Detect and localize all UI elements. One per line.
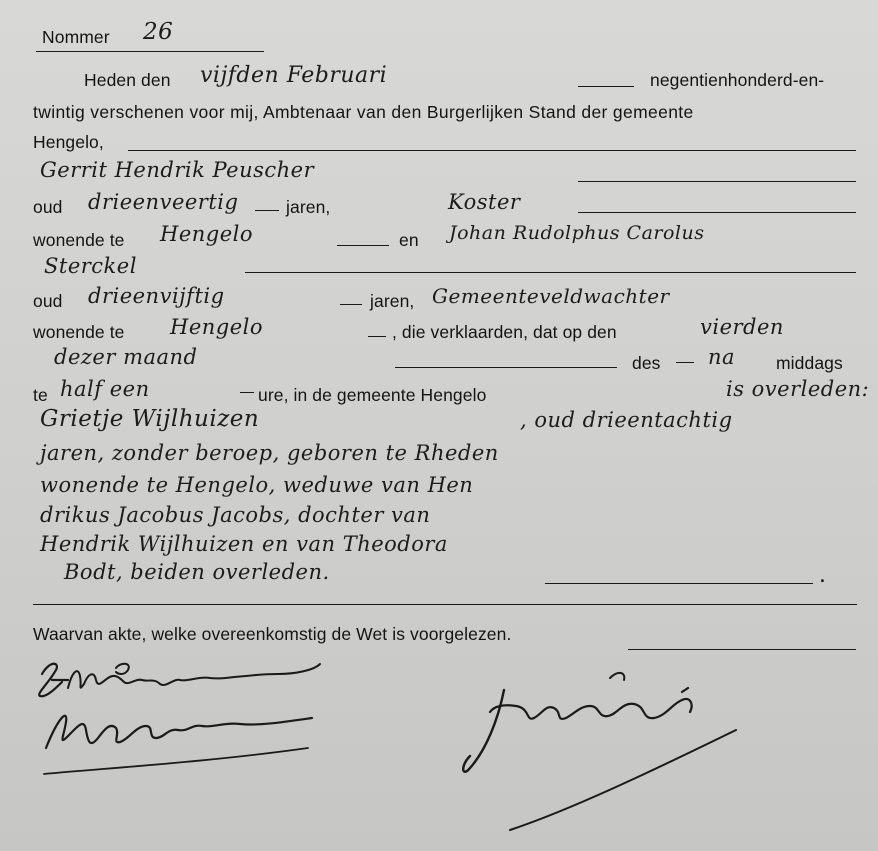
rule (340, 304, 362, 305)
closing-text: Waarvan akte, welke overeenkomstig de Wet is voorgelezen. (33, 624, 512, 644)
rule (676, 362, 694, 363)
death-time: half een (60, 377, 150, 401)
wonende-te-text-2: wonende te (33, 322, 125, 342)
die-verklaarden-text: , die verklaarden, dat op den (392, 322, 617, 342)
rule (245, 272, 856, 273)
te-text: te (33, 385, 48, 405)
declarant1-occupation: Koster (448, 190, 521, 214)
nommer-label: Nommer (42, 27, 110, 47)
rule (395, 367, 617, 368)
declarant2-residence: Hengelo (170, 315, 263, 339)
date-day-month: vijfden Februari (200, 63, 388, 88)
middags-text: middags (776, 353, 843, 373)
line-twintig: twintig verschenen voor mij, Ambtenaar van den Burgerlijken Stand der gemeente (33, 102, 694, 122)
jaren-text: jaren, (286, 197, 331, 217)
rule (33, 604, 857, 605)
died-text: is overleden: (726, 377, 870, 401)
des-text: des (632, 353, 661, 373)
hengelo-text: Hengelo, (33, 132, 104, 152)
rule (368, 336, 386, 337)
rule (240, 392, 254, 393)
declarant2-age: drieenvijftig (88, 284, 225, 308)
rule (628, 649, 856, 650)
declarant1-age: drieenveertig (88, 190, 239, 214)
rule (578, 212, 856, 213)
rule (255, 210, 279, 211)
death-day: vierden (700, 315, 784, 339)
deceased-line-e: Hendrik Wijlhuizen en van Theodora (40, 532, 448, 556)
declarant2-name-2: Sterckel (44, 254, 137, 278)
oud-text: oud (33, 197, 63, 217)
declarant1-name: Gerrit Hendrik Peuscher (40, 158, 315, 182)
deceased-line-f: Bodt, beiden overleden. (64, 560, 330, 584)
wonende-te-text: wonende te (33, 230, 125, 250)
period-mark: . (820, 566, 825, 586)
rule (36, 51, 264, 52)
negentienhonderd-text: negentienhonderd-en- (650, 70, 825, 90)
deceased-line-c: wonende te Hengelo, weduwe van Hen (40, 473, 474, 497)
declarant2-name-1: Johan Rudolphus Carolus (449, 222, 705, 244)
record-number: 26 (143, 19, 174, 45)
death-month: dezer maand (54, 345, 198, 369)
rule (337, 245, 389, 246)
rule (578, 86, 634, 87)
rule (545, 583, 813, 584)
jaren-text-2: jaren, (370, 291, 415, 311)
heden-den-text: Heden den (84, 70, 171, 90)
deceased-line-d: drikus Jacobus Jacobs, dochter van (40, 503, 431, 527)
ure-text: ure, in de gemeente Hengelo (258, 385, 487, 405)
oud-text-2: oud (33, 291, 63, 311)
declarant2-occupation: Gemeenteveldwachter (432, 284, 670, 308)
declarant1-residence: Hengelo (160, 222, 253, 246)
en-text: en (399, 230, 419, 250)
signature-registrar (450, 660, 750, 840)
daypart: na (708, 345, 736, 369)
rule (128, 150, 856, 151)
deceased-line-b: jaren, zonder beroep, geboren te Rheden (40, 441, 499, 465)
signature-declarant1 (28, 652, 328, 782)
rule (578, 181, 856, 182)
deceased-name: Grietje Wijlhuizen (40, 406, 260, 432)
deceased-line-a: , oud drieentachtig (520, 408, 733, 432)
